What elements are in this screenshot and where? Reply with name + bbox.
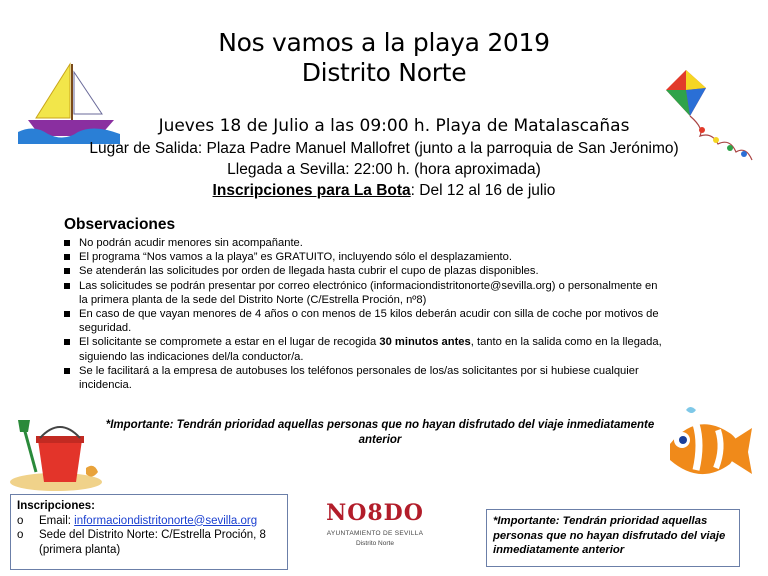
city-logo: [320, 500, 430, 547]
list-item: Se le facilitará a la empresa de autobuses los teléfonos personales de los/as solicitantes por si hubiese cualquier incidencia.: [64, 364, 664, 392]
important-note: *Importante: Tendrán prioridad aquellas personas que no hayan disfrutado del viaje inmediatamente anterior: [105, 419, 655, 446]
list-item: [64, 335, 664, 363]
observations-list: [64, 236, 664, 392]
list-item-text: El solicitante se compromete a estar en el lugar de recogida: [79, 336, 380, 349]
bullet: o: [17, 529, 24, 541]
email-link[interactable]: informaciondistritonorte@sevilla.org: [74, 514, 258, 527]
office-address: Sede del Distrito Norte: C/Estrella Proción, 8 (primera planta): [39, 529, 266, 556]
inscriptions-title: Inscripciones:: [17, 500, 95, 512]
departure-place: Lugar de Salida: Plaza Padre Manuel Mallofret (junto a la parroquia de San Jerónimo): [89, 140, 679, 157]
registration-dates: : Del 12 al 16 de julio: [410, 182, 556, 199]
list-item-emphasis: 30 minutos antes: [379, 336, 471, 349]
page-title: Nos vamos a la playa 2019: [218, 28, 550, 57]
list-item: Las solicitudes se podrán presentar por correo electrónico (informaciondistritonorte@sevilla.org) o personalmente en la primera planta de la sede del Distrito Norte (C/Estrella Proción, nº8): [64, 279, 664, 307]
observations-title: Observaciones: [64, 216, 176, 233]
email-label: Email:: [39, 514, 75, 527]
logo-mark: NO8DO: [326, 500, 424, 526]
logo-line1: AYUNTAMIENTO DE SEVILLA: [326, 530, 424, 537]
registration-label: Inscripciones para La Bota: [212, 182, 411, 199]
email-row: [17, 514, 281, 529]
arrival-time: Llegada a Sevilla: 22:00 h. (hora aproximada): [227, 161, 541, 178]
clownfish-icon: [656, 402, 756, 490]
list-item: En caso de que vayan menores de 4 años o con menos de 15 kilos deberán acudir con silla de coche por motivos de seguridad.: [64, 307, 664, 335]
office-row: [17, 528, 281, 557]
registration-line: [0, 180, 768, 201]
logo-line2: Distrito Norte: [356, 540, 394, 547]
event-date: Jueves 18 de Julio a las 09:00 h. Playa de Matalascañas: [158, 116, 630, 136]
bullet: o: [17, 514, 24, 527]
inscriptions-box: [10, 494, 288, 570]
list-item-text: , tanto en la salida como en la llegada, siguiendo las indicaciones del/la conductor/a.: [79, 336, 662, 363]
list-item: No podrán acudir menores sin acompañante.: [64, 236, 664, 250]
page-subtitle: Distrito Norte: [301, 58, 467, 87]
list-item: El programa “Nos vamos a la playa” es GRATUITO, incluyendo sólo el desplazamiento.: [64, 250, 664, 264]
priority-note-box: *Importante: Tendrán prioridad aquellas personas que no hayan disfrutado del viaje inmediatamente anterior: [486, 509, 740, 567]
list-item: Se atenderán las solicitudes por orden de llegada hasta cubrir el cupo de plazas disponibles.: [64, 264, 664, 278]
